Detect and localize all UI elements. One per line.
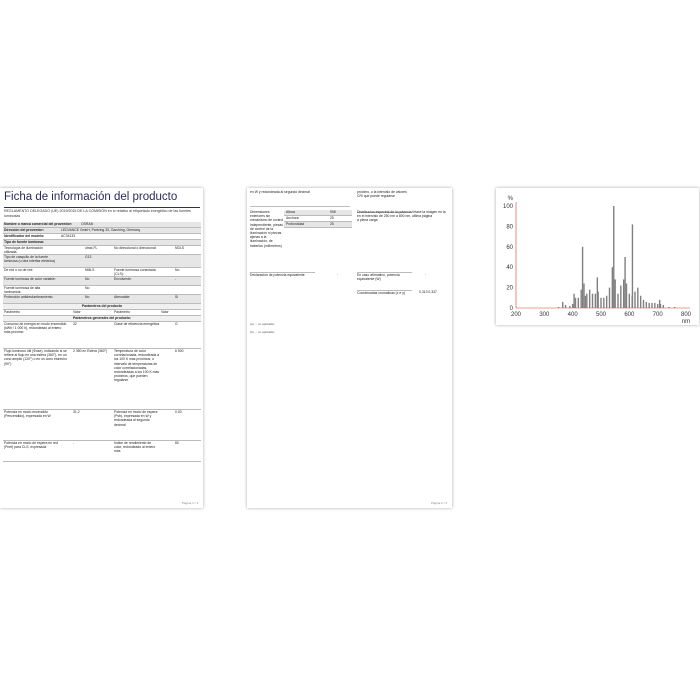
type-cell: Protección antideslumbramiento: <box>4 295 54 299</box>
params-header: Parámetros del producto <box>3 304 201 310</box>
spectrum-bar <box>569 306 570 308</box>
dim-value: 25 <box>330 216 334 220</box>
p2-top-right: próximo, o la intervalo de valores CRI que puede regularse <box>357 190 412 213</box>
type-label: Tipo de fuente luminosa: <box>4 240 45 244</box>
type-cell: Fuente luminosa conectada (CLS): <box>114 268 156 277</box>
col-param-1: Parámetro <box>4 310 20 314</box>
spectrum-bar <box>623 279 624 308</box>
param-cell: Temperatura de color correlacionada, redondeada a los 100 K más próximos, o intervalo de temperaturas de color correlacionadas, redondeadas a los 100 K más próximos, que pueden regularse <box>114 349 160 383</box>
dim-name: Profundidad <box>286 222 305 226</box>
param-cell: 80 <box>175 441 179 445</box>
spectrum-bar <box>674 307 675 308</box>
param-cell: - <box>73 441 75 445</box>
param-row <box>3 441 201 462</box>
spectrum-bar <box>657 304 658 308</box>
address-value: LEDVANCE GmbH, Parkring 33, Garching, Germany <box>61 228 141 232</box>
x-tick-label: 800 <box>680 312 692 318</box>
x-tick-label: 300 <box>539 312 550 318</box>
type-cell: Tipo de casquillo de la fuente luminosa (u otra interfaz eléctrica) <box>4 255 56 264</box>
spectrum-bar <box>654 303 655 308</box>
y-tick-label: 60 <box>506 244 513 251</box>
supplier-value: OSRAM <box>81 222 94 226</box>
document-page-3 <box>496 188 699 325</box>
model-label: Identificador del modelo: <box>4 234 45 238</box>
spectrum-bar <box>578 298 579 308</box>
type-row <box>3 255 201 268</box>
type-cell: No direccional o direccional: <box>114 246 157 250</box>
type-cell: NDLS <box>175 246 185 250</box>
page-title: Ficha de información del producto <box>4 191 178 203</box>
footnote-a: (a) - : no aplicable; <box>250 322 275 326</box>
dims-label: Dimensiones exteriores sin mecanismo de control independiente, piezas de control de la iluminación ni piezas ajenas a la iluminación, de haberlos (milímetros) <box>250 210 284 248</box>
param-cell: Potencia en modo de espera en red (Pnet) para CLS, expresada <box>4 441 58 450</box>
spectrum-bar <box>626 284 627 308</box>
x-tick-label: 600 <box>624 312 635 318</box>
spectrum-bar <box>612 267 613 308</box>
type-cell: Envolvente: <box>114 277 132 281</box>
param-rows <box>3 322 201 462</box>
y-tick-label: 0 <box>509 306 513 312</box>
param-cell: 0,00 <box>175 410 182 414</box>
spectrum-bar <box>580 290 581 308</box>
dim-value: 25 <box>330 222 334 226</box>
spectrum-bar <box>572 304 573 308</box>
type-cell: Atenuable: <box>114 295 131 299</box>
page-footer-2: Página 2 / 3 <box>430 501 447 505</box>
document-page-1 <box>0 188 203 508</box>
param-cell: Potencia en modo encendido (Pencendido), expresada en W <box>4 410 51 419</box>
equiv2-label: En caso afirmativo, potencia equivalente (W) <box>357 272 412 287</box>
general-params-header: Parámetros generales del producto: <box>3 316 201 322</box>
spectrum-bar <box>646 302 647 308</box>
equiv2-value: - <box>425 272 427 276</box>
spectrum-bar <box>668 307 669 308</box>
dim-name: Anchura <box>286 216 299 220</box>
type-row <box>3 246 201 255</box>
type-cell: No <box>85 295 90 299</box>
spectrum-bar <box>614 279 615 308</box>
type-cell: No <box>175 268 180 272</box>
page-footer: Página 1 / 3 <box>181 501 198 505</box>
spectrum-bar <box>637 288 638 308</box>
type-row <box>3 286 201 295</box>
y-tick-label: 40 <box>506 265 513 272</box>
dims-table <box>284 210 352 228</box>
spectrum-bar <box>575 298 576 308</box>
model-value: AC34133 <box>61 234 76 238</box>
spectrum-bar <box>586 294 587 308</box>
spd-label: Distribución espectral de la potencia en el intervalo de 250 nm a 800 nm, a plena carga <box>357 210 412 223</box>
spectrum-bar <box>562 302 563 308</box>
x-tick-label: 400 <box>567 312 578 318</box>
type-cell: No <box>85 286 90 290</box>
coords-label: Coordenadas cromáticas (x e y) <box>357 290 412 303</box>
param-row <box>3 322 201 349</box>
spectrum-bar <box>583 284 584 308</box>
param-cell: 32 <box>73 322 77 326</box>
address-label: Dirección del proveedor: <box>4 228 44 232</box>
param-row <box>3 410 201 441</box>
equiv-label: Declaración de potencia equivalente <box>250 272 315 285</box>
param-cell: 31,2 <box>73 410 80 414</box>
type-cell: Tecnología de iluminación utilizada: <box>4 246 44 255</box>
type-cell: otras FL <box>85 246 98 250</box>
type-cell: NMLS <box>85 268 95 272</box>
spectrum-bar <box>595 294 596 308</box>
spectrum-bar <box>592 294 593 308</box>
spectrum-bar <box>609 288 610 308</box>
type-cell: - <box>175 277 177 281</box>
x-tick-label: 500 <box>595 312 607 318</box>
type-cell: G13 <box>85 255 92 259</box>
coords-value: 0,313 0,337 <box>419 290 437 294</box>
spectrum-bar <box>589 290 590 308</box>
param-cell: G <box>175 322 178 326</box>
type-cell: No <box>85 277 90 281</box>
spectrum-bar <box>603 298 604 308</box>
supplier-table <box>3 222 201 462</box>
spectrum-bar <box>632 224 633 308</box>
spectrum-bar <box>663 305 664 308</box>
param-cell: Flujo luminoso útil (Φuse), indicando si se refiere al flujo en una esfera (360°), en un cono amplio (120°) o en un cono estrecho (90°) <box>4 349 67 366</box>
spectrum-bar <box>600 298 601 308</box>
x-tick-label: 200 <box>510 312 522 318</box>
spectrum-bar <box>606 296 607 308</box>
type-rows <box>3 246 201 304</box>
spectrum-bar <box>648 303 649 308</box>
x-tick-label: 700 <box>652 312 663 318</box>
spectrum-bar <box>573 294 574 308</box>
type-cell: Fuente luminosa de color variable: <box>4 277 56 281</box>
type-cell: Fuente luminosa de alta luminancia: <box>4 286 41 295</box>
spectrum-bar <box>620 286 621 308</box>
param-cell: 2 350 en Esfera (360°) <box>73 349 108 353</box>
spectrum-bar <box>613 206 614 308</box>
spd-value: Véase la imagen en la última página <box>412 210 446 219</box>
spectrum-bar <box>634 292 635 308</box>
spectrum-bar <box>558 307 559 308</box>
param-row <box>3 349 201 410</box>
col-value-1: Valor <box>73 310 81 314</box>
y-tick-label: 80 <box>506 224 513 231</box>
dim-row <box>284 222 352 228</box>
dim-name: Altura <box>286 210 295 214</box>
type-cell: Sí <box>175 295 179 299</box>
col-value-2: Valor <box>161 310 169 314</box>
param-cell: Clase de eficiencia energética <box>114 322 160 326</box>
p2-top-left: en W y redondeada al segundo decimal <box>250 190 350 207</box>
regulation-subtitle: REGLAMENTO DELEGADO (UE) 2019/2015 DE LA COMISIÓN en lo relativo al etiquetado energético de las fuentes luminosas <box>4 207 200 218</box>
spectrum-bar <box>629 294 630 308</box>
spectrum-bar <box>624 257 625 308</box>
equiv-value: - <box>337 272 339 276</box>
col-param-2: Parámetro <box>114 310 130 314</box>
type-cell: De red o no de red: <box>4 268 34 272</box>
y-tick-label: 100 <box>502 204 513 210</box>
param-cell: 6 500 <box>175 349 184 353</box>
param-cell: Índice de rendimiento de color, redondeado al entero más <box>114 441 156 454</box>
spectrum-bar <box>585 296 586 308</box>
spectrum-bar <box>582 247 583 308</box>
supplier-label: Nombre o marca comercial del proveedor: <box>4 222 73 226</box>
type-row <box>3 268 201 277</box>
document-page-2 <box>247 188 452 508</box>
dim-value: 908 <box>330 210 336 214</box>
footnote-b: (b) - : no aplicable; <box>250 330 275 334</box>
spectrum-bar <box>597 292 598 308</box>
spectrum-bar <box>660 304 661 308</box>
y-tick-label: 20 <box>506 285 513 292</box>
spectrum-bar <box>565 305 566 308</box>
y-axis-label: % <box>507 196 513 202</box>
type-row <box>3 277 201 286</box>
type-row <box>3 295 201 304</box>
spectrum-bar <box>643 300 644 308</box>
param-cell: Potencia en modo de espera (Psb), expresada en W y redondeada al segundo decimal <box>114 410 158 427</box>
spectrum-bar <box>617 294 618 308</box>
param-cell: Consumo de energía en modo encendido (kWh / 1 000 h), redondeado al entero más próximo <box>4 322 67 335</box>
x-axis-label: nm <box>681 319 691 325</box>
spectrum-bar <box>640 296 641 308</box>
spectral-chart <box>496 188 699 325</box>
spectrum-bar <box>651 303 652 308</box>
